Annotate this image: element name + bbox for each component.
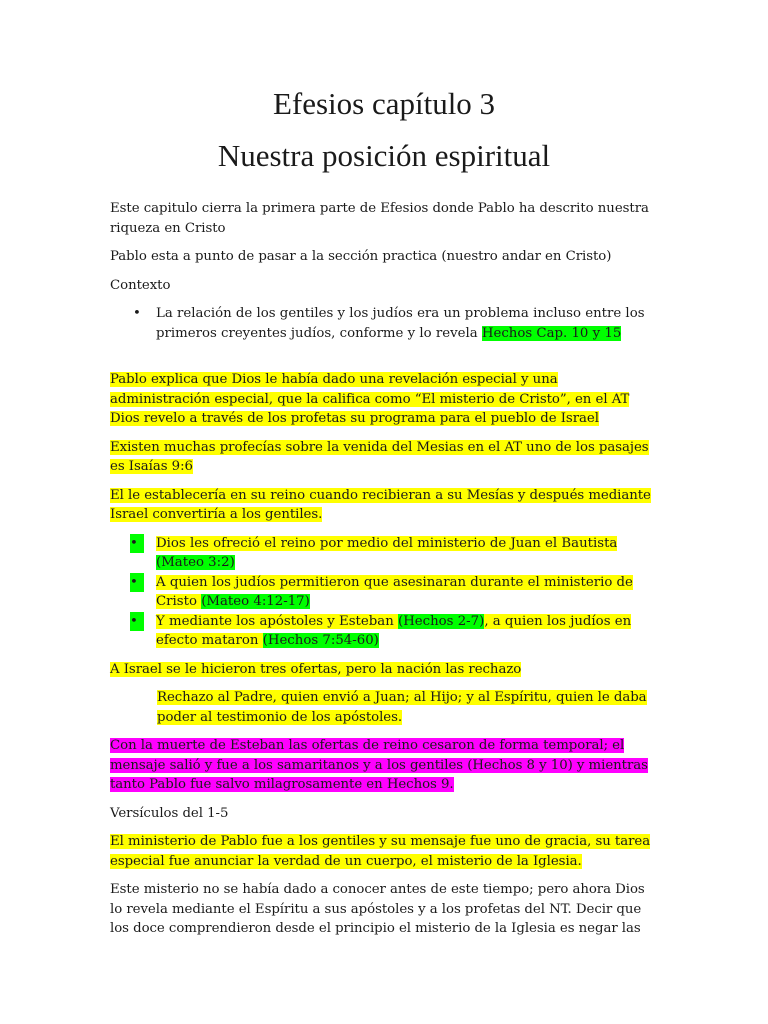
highlighted-text: A Israel se le hicieron tres ofertas, pero la nación las rechazo — [110, 661, 522, 677]
scripture-ref: (Mateo 4:12-17) — [201, 594, 310, 609]
scripture-ref: (Hechos 7:54-60) — [262, 633, 379, 648]
highlighted-text: Rechazo al Padre, quien envió a Juan; al Hijo; y al Espíritu, quien le daba poder al testimonio de los apóstoles. — [157, 690, 647, 725]
page-title: Efesios capítulo 3 — [272, 86, 496, 121]
highlighted-text: Existen muchas profecías sobre la venida del Mesias en el AT uno de los pasajes es Isaías 9:6 — [110, 439, 649, 474]
list-item — [110, 612, 658, 651]
scripture-ref: (Mateo 3:2) — [156, 555, 235, 570]
paragraph-misterio: Este misterio no se había dado a conocer antes de este tiempo; pero ahora Dios lo revela mediante el Espíritu a sus apóstoles y a los profetas del NT. Decir que los doce comprendieron desde el principio el misterio de la Iglesia es negar las — [110, 882, 645, 936]
offers-list — [110, 534, 658, 651]
highlighted-text: El ministerio de Pablo fue a los gentiles y su mensaje fue uno de gracia, su tarea especial fue anunciar la verdad de un cuerpo, el misterio de la Iglesia. — [110, 834, 651, 869]
bullet-icon: • — [133, 306, 141, 321]
paragraph-practica: Pablo esta a punto de pasar a la sección practica (nuestro andar en Cristo) — [110, 249, 612, 264]
paragraph-ofertas — [110, 660, 658, 680]
bullet-icon: • — [130, 612, 144, 632]
paragraph-reino — [110, 486, 658, 525]
paragraph-ministerio — [110, 832, 658, 871]
context-list — [110, 304, 658, 343]
paragraph-contexto: Contexto — [110, 277, 171, 293]
highlighted-text: Con la muerte de Esteban las ofertas de reino cesaron de forma temporal; el mensaje salió y fue a los samaritanos y a los gentiles (Hechos 8 y 10) y mientras tanto Pablo fue salvo milagrosamente en Hechos 9. — [110, 738, 648, 792]
scripture-ref: Hechos Cap. 10 y 15 — [481, 325, 622, 341]
list-item-text: Y mediante los apóstoles y Esteban — [156, 613, 398, 629]
list-item-text: La relación de los gentiles y los judíos era un problema incluso entre los primeros creyentes judíos, conforme y lo revela — [156, 306, 645, 341]
page-subtitle: Nuestra posición espiritual — [217, 138, 551, 173]
paragraph-profecias — [110, 438, 658, 477]
list-item-text: Dios les ofreció el reino por medio del ministerio de Juan el Bautista — [156, 535, 618, 551]
paragraph-intro: Este capitulo cierra la primera parte de Efesios donde Pablo ha descrito nuestra riqueza en Cristo — [110, 201, 649, 236]
list-item — [110, 573, 658, 612]
scripture-ref: (Hechos 2-7) — [398, 613, 485, 629]
paragraph-esteban — [110, 736, 658, 795]
paragraph-versiculos: Versículos del 1-5 — [110, 805, 229, 821]
list-item — [110, 534, 658, 573]
list-item-text: A quien los judíos permitieron que asesinaran durante el ministerio de Cristo — [156, 574, 633, 609]
highlighted-text: El le establecería en su reino cuando recibieran a su Mesías y después mediante Israel convertiría a los gentiles. — [110, 487, 651, 522]
paragraph-revelacion — [110, 370, 658, 429]
list-item — [110, 304, 658, 343]
highlighted-text: Pablo explica que Dios le había dado una revelación especial y una administración especial, que la califica como “El misterio de Cristo”, en el AT Dios revelo a través de los profetas su programa para el pueblo de Israel — [110, 372, 630, 426]
paragraph-rechazo — [110, 688, 658, 727]
bullet-icon: • — [130, 573, 144, 593]
list-item-text: , a quien los judíos en efecto mataron — [156, 613, 632, 648]
bullet-icon: • — [130, 534, 144, 554]
